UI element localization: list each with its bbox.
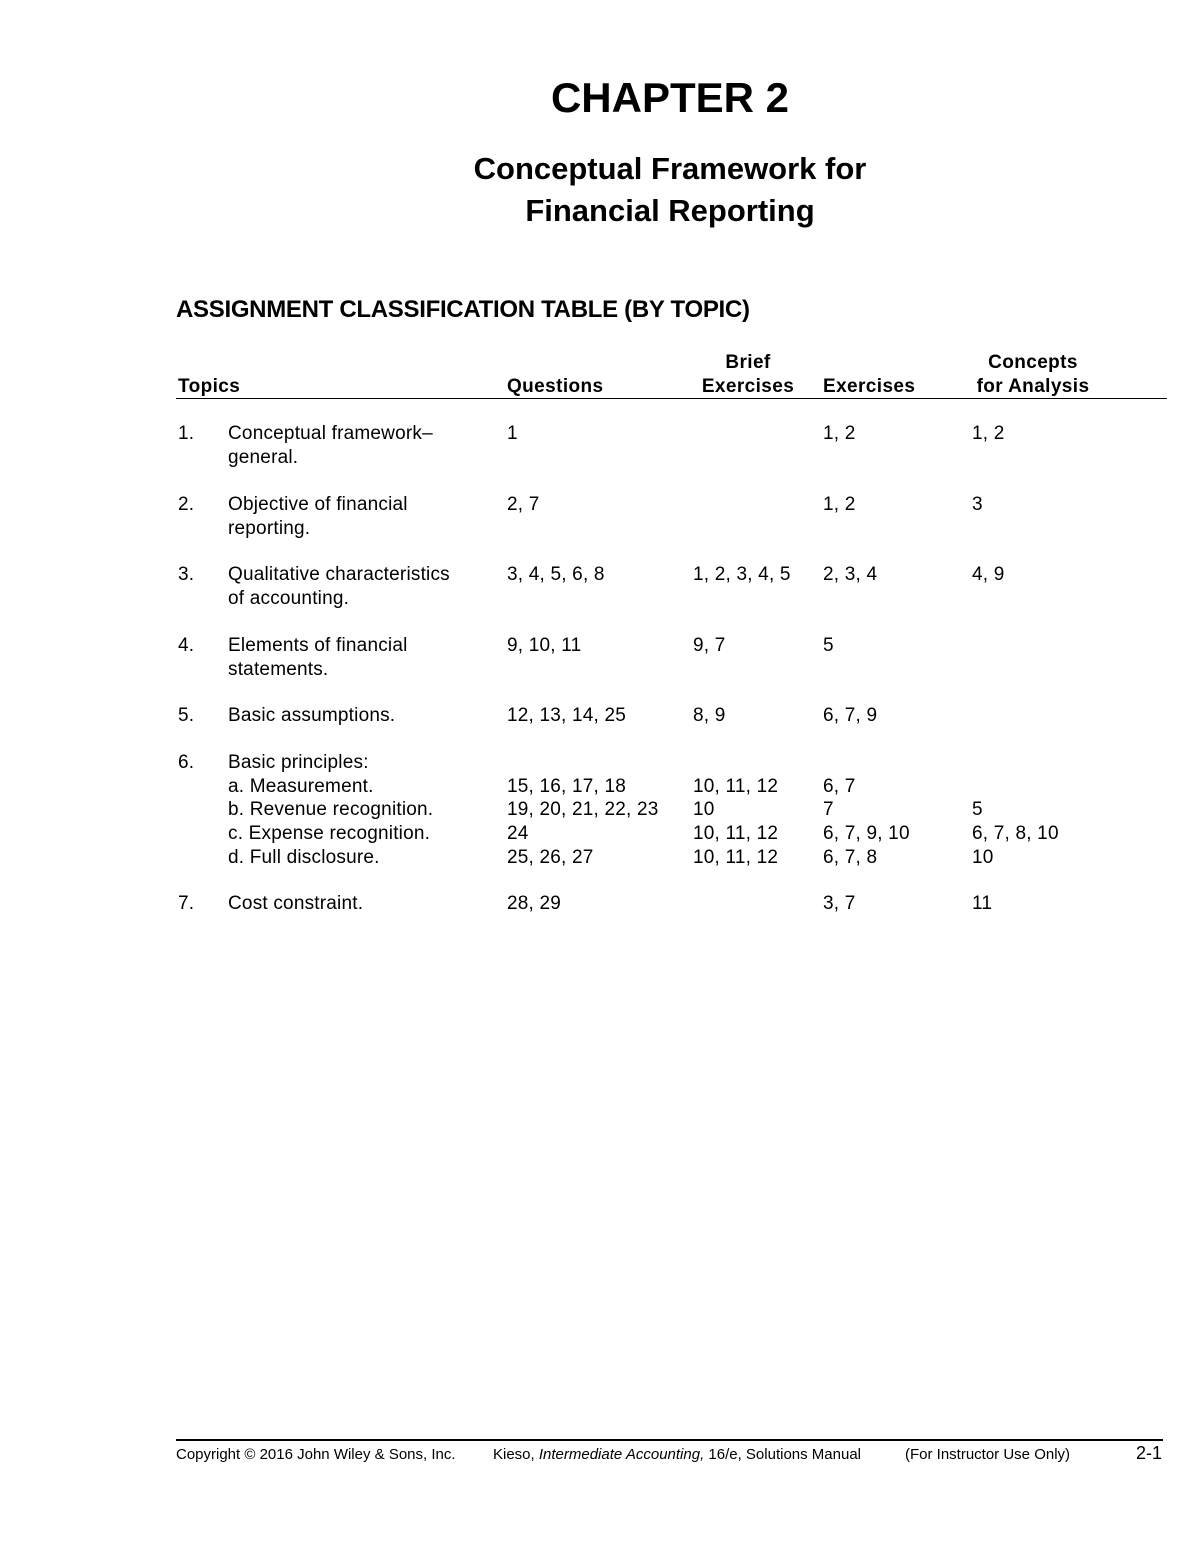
topic-text: statements. bbox=[228, 658, 329, 680]
section-title: ASSIGNMENT CLASSIFICATION TABLE (BY TOPIC) bbox=[176, 296, 750, 323]
topic-text: Elements of financial bbox=[228, 635, 408, 656]
questions-cell: 9, 10, 11 bbox=[507, 635, 582, 656]
brief-exercises-cell: 10, 11, 12 bbox=[693, 847, 779, 868]
concepts-cell: 10 bbox=[972, 847, 994, 868]
header-rule bbox=[176, 398, 1167, 399]
exercises-cell: 1, 2 bbox=[823, 494, 856, 515]
exercises-cell: 5 bbox=[823, 635, 834, 656]
header-concepts-for-analysis bbox=[968, 351, 1098, 399]
exercises-cell: 6, 7, 8 bbox=[823, 847, 878, 868]
brief-exercises-cell: 10, 11, 12 bbox=[693, 776, 779, 797]
questions-cell: 1 bbox=[507, 423, 518, 444]
chapter-subtitle bbox=[420, 148, 920, 232]
row-number: 2. bbox=[178, 494, 195, 515]
subtitle-line-1: Conceptual Framework for bbox=[473, 151, 867, 186]
questions-cell: 12, 13, 14, 25 bbox=[507, 705, 627, 726]
topic-text: of accounting. bbox=[228, 587, 350, 609]
topic-text: c. Expense recognition. bbox=[228, 823, 431, 844]
questions-cell: 15, 16, 17, 18 bbox=[507, 776, 627, 797]
row-number: 5. bbox=[178, 705, 195, 726]
topic-text: d. Full disclosure. bbox=[228, 847, 380, 868]
topic-text: Qualitative characteristics bbox=[228, 564, 450, 585]
topic-text: Cost constraint. bbox=[228, 893, 364, 914]
header-brief-exercises bbox=[690, 351, 806, 399]
exercises-cell: 7 bbox=[823, 799, 834, 820]
exercises-cell: 3, 7 bbox=[823, 893, 856, 914]
footer-instructor-note: (For Instructor Use Only) bbox=[905, 1446, 1071, 1463]
footer-book-prefix: Kieso, bbox=[493, 1446, 539, 1463]
topic-text: Objective of financial bbox=[228, 494, 408, 515]
questions-cell: 28, 29 bbox=[507, 893, 562, 914]
footer-book bbox=[493, 1445, 861, 1465]
header-exercises: Exercises bbox=[823, 376, 916, 397]
row-number: 4. bbox=[178, 635, 195, 656]
exercises-cell: 1, 2 bbox=[823, 423, 856, 444]
row-number: 6. bbox=[178, 752, 195, 773]
questions-cell: 19, 20, 21, 22, 23 bbox=[507, 799, 659, 820]
brief-exercises-cell: 8, 9 bbox=[693, 705, 726, 726]
header-concepts-line2: for Analysis bbox=[976, 376, 1090, 397]
concepts-cell: 6, 7, 8, 10 bbox=[972, 823, 1059, 844]
topic-text: general. bbox=[228, 446, 299, 468]
brief-exercises-cell: 10, 11, 12 bbox=[693, 823, 779, 844]
header-brief-line1: Brief bbox=[725, 352, 771, 373]
topic-text: reporting. bbox=[228, 517, 311, 539]
questions-cell: 3, 4, 5, 6, 8 bbox=[507, 564, 605, 585]
page-number: 2-1 bbox=[1136, 1443, 1163, 1463]
exercises-cell: 2, 3, 4 bbox=[823, 564, 878, 585]
concepts-cell: 4, 9 bbox=[972, 564, 1005, 585]
brief-exercises-cell: 9, 7 bbox=[693, 635, 726, 656]
brief-exercises-cell: 10 bbox=[693, 799, 715, 820]
footer-book-title: Intermediate Accounting, bbox=[538, 1446, 705, 1463]
concepts-cell: 5 bbox=[972, 799, 983, 820]
questions-cell: 2, 7 bbox=[507, 494, 540, 515]
brief-exercises-cell: 1, 2, 3, 4, 5 bbox=[693, 564, 791, 585]
subtitle-line-2: Financial Reporting bbox=[525, 193, 815, 228]
topic-text: b. Revenue recognition. bbox=[228, 799, 434, 820]
topic-text: a. Measurement. bbox=[228, 776, 374, 797]
topic-text: Basic principles: bbox=[228, 752, 369, 773]
exercises-cell: 6, 7, 9 bbox=[823, 705, 878, 726]
chapter-title: CHAPTER 2 bbox=[550, 74, 790, 121]
row-number: 3. bbox=[178, 564, 195, 585]
concepts-cell: 3 bbox=[972, 494, 983, 515]
concepts-cell: 11 bbox=[972, 893, 993, 914]
footer-rule bbox=[176, 1439, 1163, 1441]
questions-cell: 25, 26, 27 bbox=[507, 847, 594, 868]
exercises-cell: 6, 7 bbox=[823, 776, 856, 797]
questions-cell: 24 bbox=[507, 823, 529, 844]
concepts-cell: 1, 2 bbox=[972, 423, 1005, 444]
footer-book-suffix: 16/e, Solutions Manual bbox=[704, 1446, 862, 1463]
header-topics: Topics bbox=[178, 376, 241, 397]
topic-text: Basic assumptions. bbox=[228, 705, 396, 726]
exercises-cell: 6, 7, 9, 10 bbox=[823, 823, 910, 844]
footer-copyright: Copyright © 2016 John Wiley & Sons, Inc. bbox=[176, 1446, 456, 1463]
header-brief-line2: Exercises bbox=[701, 376, 795, 397]
header-concepts-line1: Concepts bbox=[988, 352, 1078, 373]
row-number: 7. bbox=[178, 893, 195, 914]
topic-text: Conceptual framework– bbox=[228, 423, 433, 444]
header-questions: Questions bbox=[507, 376, 604, 397]
row-number: 1. bbox=[178, 423, 195, 444]
